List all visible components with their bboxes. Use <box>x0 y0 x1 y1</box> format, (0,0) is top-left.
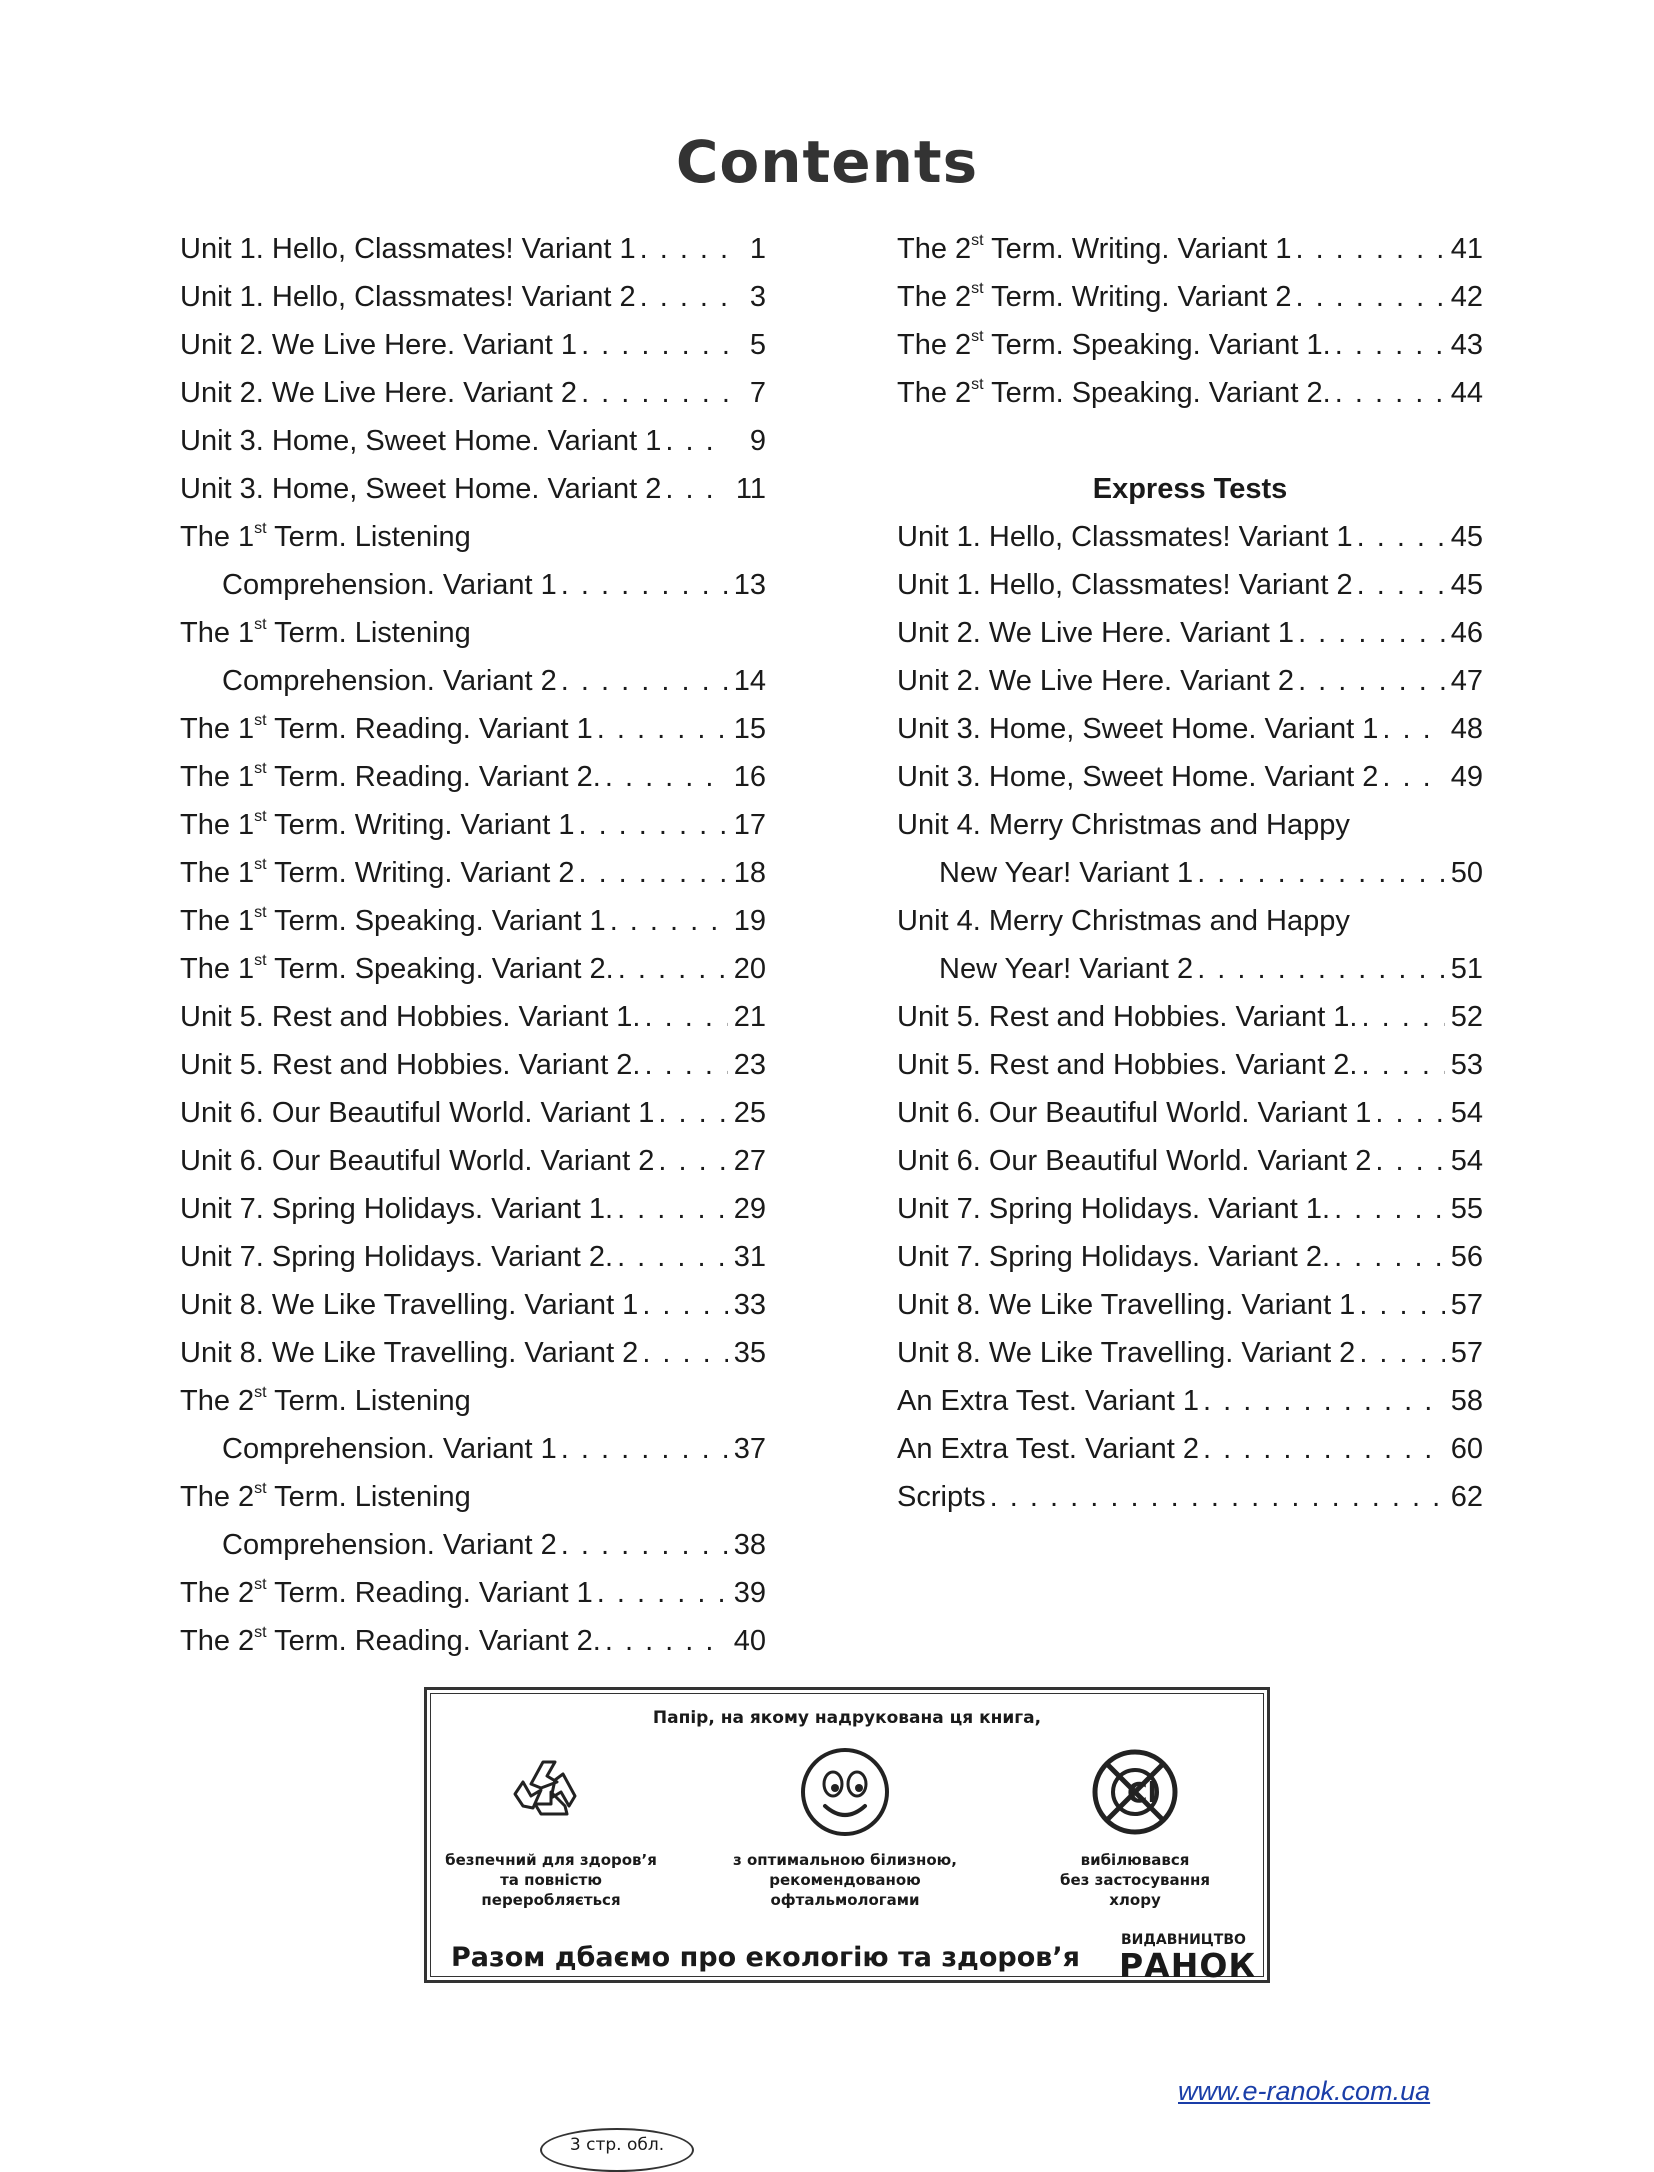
toc-entry-line <box>897 1329 1483 1377</box>
toc-entry[interactable] <box>180 1281 766 1329</box>
contents-right-column <box>897 225 1483 1521</box>
toc-entry-line <box>180 225 766 273</box>
toc-entry-line <box>180 513 766 561</box>
toc-entry-line <box>180 849 766 897</box>
toc-entry-title: Comprehension. Variant 2 <box>222 665 557 697</box>
toc-entry-title: Unit 2. We Live Here. Variant 1 <box>897 617 1295 649</box>
toc-entry-title: The 2st Term. Reading. Variant 1 <box>180 1576 593 1609</box>
toc-entry-line <box>180 1473 766 1521</box>
toc-page-number: 17 <box>733 809 766 841</box>
toc-entry-line <box>897 225 1483 273</box>
toc-entry[interactable] <box>897 993 1483 1041</box>
dot-leader <box>617 1185 728 1233</box>
toc-entry-line <box>180 1281 766 1329</box>
toc-entry[interactable] <box>897 1089 1483 1137</box>
dot-leader <box>645 1041 729 1089</box>
toc-entry[interactable] <box>180 1617 766 1665</box>
dot-leader <box>578 801 728 849</box>
toc-entry[interactable] <box>897 1473 1483 1521</box>
toc-entry[interactable] <box>897 753 1483 801</box>
toc-page-number: 13 <box>733 569 766 601</box>
toc-entry[interactable] <box>897 273 1483 321</box>
toc-entry-title: Unit 3. Home, Sweet Home. Variant 2 <box>180 473 662 505</box>
toc-entry-title: Unit 1. Hello, Classmates! Variant 2 <box>897 569 1353 601</box>
toc-entry[interactable] <box>897 609 1483 657</box>
toc-entry-title: Unit 7. Spring Holidays. Variant 2. <box>897 1241 1331 1273</box>
toc-entry-line <box>180 1425 766 1473</box>
dot-leader <box>1298 657 1445 705</box>
toc-entry-title: Unit 7. Spring Holidays. Variant 2. <box>180 1241 614 1273</box>
recycle-icon <box>501 1744 597 1840</box>
toc-entry-line <box>897 657 1483 705</box>
toc-page-number: 18 <box>733 857 766 889</box>
toc-entry-title: Unit 2. We Live Here. Variant 2 <box>180 377 578 409</box>
toc-entry-line <box>897 801 1483 849</box>
toc-entry[interactable] <box>180 1329 766 1377</box>
toc-entry-line <box>180 657 766 705</box>
toc-entry-title: The 1st Term. Writing. Variant 2 <box>180 856 575 889</box>
toc-entry[interactable] <box>897 897 1483 993</box>
toc-entry-title: Scripts <box>897 1481 986 1513</box>
toc-entry-title: The 1st Term. Reading. Variant 2. <box>180 760 601 793</box>
dot-leader <box>665 417 728 465</box>
toc-entry[interactable] <box>897 801 1483 897</box>
toc-page-number: 11 <box>735 473 766 505</box>
toc-page-number: 39 <box>733 1577 766 1609</box>
publisher-logo: РАНОК <box>1119 1946 1257 1985</box>
toc-page-number: 44 <box>1450 377 1483 409</box>
toc-entry-title: The 2st Term. Speaking. Variant 2. <box>897 376 1331 409</box>
toc-entry[interactable] <box>180 705 766 753</box>
toc-entry[interactable] <box>897 561 1483 609</box>
toc-entry-title: Unit 8. We Like Travelling. Variant 2 <box>180 1337 639 1369</box>
toc-entry-line <box>897 1425 1483 1473</box>
toc-entry-title: Unit 2. We Live Here. Variant 2 <box>897 665 1295 697</box>
toc-entry[interactable] <box>180 897 766 945</box>
toc-page-number: 27 <box>733 1145 766 1177</box>
toc-entry-title: Comprehension. Variant 2 <box>222 1529 557 1561</box>
toc-page-number: 15 <box>733 713 766 745</box>
toc-entry-title: Unit 1. Hello, Classmates! Variant 2 <box>180 281 636 313</box>
contents-left-column <box>180 225 766 1665</box>
dot-leader <box>1359 1281 1445 1329</box>
toc-entry-title: The 1st Term. Listening <box>180 520 471 553</box>
toc-entry[interactable] <box>180 753 766 801</box>
svg-text:Cl: Cl <box>1127 1776 1158 1809</box>
toc-page-number: 29 <box>733 1193 766 1225</box>
toc-page-number: 7 <box>749 377 766 409</box>
toc-entry-line <box>180 561 766 609</box>
toc-page-number: 49 <box>1450 761 1483 793</box>
dot-leader <box>561 561 728 609</box>
toc-entry-line <box>180 1521 766 1569</box>
toc-page-number: 20 <box>733 953 766 985</box>
toc-entry[interactable] <box>180 273 766 321</box>
toc-entry-line <box>180 993 766 1041</box>
toc-entry[interactable] <box>180 225 766 273</box>
toc-entry[interactable] <box>897 1329 1483 1377</box>
toc-entry-title: Unit 5. Rest and Hobbies. Variant 1. <box>897 1001 1358 1033</box>
publisher-label: ВИДАВНИЦТВО <box>1121 1932 1246 1948</box>
toc-entry-line <box>897 1185 1483 1233</box>
dot-leader <box>1295 225 1445 273</box>
toc-entry-line <box>180 801 766 849</box>
toc-entry-line <box>897 945 1483 993</box>
toc-entry-line <box>180 1617 766 1665</box>
toc-entry-title: Unit 1. Hello, Classmates! Variant 1 <box>180 233 636 265</box>
toc-entry-title: Unit 8. We Like Travelling. Variant 1 <box>180 1289 639 1321</box>
dot-leader <box>605 1617 728 1665</box>
toc-page-number: 3 <box>749 281 766 313</box>
toc-entry-line <box>180 465 766 513</box>
dot-leader <box>610 897 728 945</box>
toc-entry-title: The 1st Term. Writing. Variant 1 <box>180 808 575 841</box>
toc-entry-title: Unit 6. Our Beautiful World. Variant 2 <box>897 1145 1372 1177</box>
smiley-face-icon <box>797 1744 893 1840</box>
toc-page-number: 40 <box>733 1625 766 1657</box>
toc-entry-line <box>897 561 1483 609</box>
toc-entry-title: The 2st Term. Reading. Variant 2. <box>180 1624 601 1657</box>
express-tests-list <box>897 513 1483 1521</box>
toc-entry[interactable] <box>180 1473 766 1569</box>
toc-entry-line <box>180 417 766 465</box>
dot-leader <box>1362 1041 1446 1089</box>
toc-entry-line <box>897 1089 1483 1137</box>
toc-entry-title: The 2st Term. Listening <box>180 1384 471 1417</box>
eco-notice-box <box>424 1687 1270 1983</box>
toc-entry[interactable] <box>897 1137 1483 1185</box>
dot-leader <box>581 369 728 417</box>
toc-entry[interactable] <box>180 1041 766 1089</box>
toc-entry-line <box>897 1041 1483 1089</box>
toc-page-number: 53 <box>1450 1049 1483 1081</box>
toc-entry-line <box>897 897 1483 945</box>
dot-leader <box>1203 1425 1445 1473</box>
toc-entry[interactable] <box>897 1281 1483 1329</box>
dot-leader <box>1335 321 1445 369</box>
toc-page-number: 54 <box>1450 1097 1483 1129</box>
page-stamp: 3 стр. обл. <box>540 2128 694 2172</box>
dot-leader <box>1362 993 1446 1041</box>
dot-leader <box>1335 369 1445 417</box>
toc-entry[interactable] <box>180 1569 766 1617</box>
right-column-term-entries <box>897 225 1483 417</box>
toc-entry[interactable] <box>180 1089 766 1137</box>
toc-entry-line <box>180 705 766 753</box>
toc-page-number: 38 <box>733 1529 766 1561</box>
toc-entry-title: Unit 5. Rest and Hobbies. Variant 2. <box>180 1049 641 1081</box>
toc-entry[interactable] <box>180 321 766 369</box>
toc-page-number: 58 <box>1450 1385 1483 1417</box>
toc-entry[interactable] <box>897 1233 1483 1281</box>
toc-entry[interactable] <box>180 1233 766 1281</box>
toc-entry[interactable] <box>897 1377 1483 1425</box>
toc-entry-line <box>897 273 1483 321</box>
toc-entry-line <box>897 993 1483 1041</box>
toc-entry[interactable] <box>180 609 766 705</box>
eco-caption-no-chlorine: вибілювався без застосування хлору <box>1060 1851 1210 1909</box>
toc-page-number: 25 <box>733 1097 766 1129</box>
toc-entry-title: The 1st Term. Reading. Variant 1 <box>180 712 593 745</box>
toc-page-number: 62 <box>1450 1481 1483 1513</box>
toc-page-number: 48 <box>1450 713 1483 745</box>
dot-leader <box>1382 705 1445 753</box>
toc-page-number: 50 <box>1450 857 1483 889</box>
toc-page-number: 31 <box>733 1241 766 1273</box>
toc-entry-title: Unit 7. Spring Holidays. Variant 1. <box>180 1193 614 1225</box>
website-link[interactable]: www.e-ranok.com.ua <box>1178 2076 1431 2106</box>
toc-entry-line <box>180 273 766 321</box>
dot-leader <box>1203 1377 1445 1425</box>
toc-entry-title: Unit 4. Merry Christmas and Happy <box>897 809 1350 841</box>
toc-entry-line <box>897 321 1483 369</box>
toc-entry-line <box>180 1137 766 1185</box>
toc-entry-title: The 2st Term. Writing. Variant 2 <box>897 280 1292 313</box>
toc-page-number: 42 <box>1450 281 1483 313</box>
toc-entry[interactable] <box>897 657 1483 705</box>
toc-entry[interactable] <box>897 513 1483 561</box>
eco-caption-recycle: безпечний для здоров’я та повністю переробляється <box>445 1851 657 1909</box>
toc-entry-line <box>180 1569 766 1617</box>
toc-entry-line <box>897 1473 1483 1521</box>
toc-page-number: 60 <box>1450 1433 1483 1465</box>
dot-leader <box>1334 1185 1445 1233</box>
toc-page-number: 57 <box>1450 1337 1483 1369</box>
toc-page-number: 33 <box>733 1289 766 1321</box>
toc-entry-line <box>180 897 766 945</box>
eco-heading: Папір, на якому надрукована ця книга, <box>652 1708 1042 1728</box>
toc-page-number: 23 <box>733 1049 766 1081</box>
no-chlorine-icon <box>1087 1744 1183 1840</box>
toc-page-number: 14 <box>733 665 766 697</box>
toc-entry[interactable] <box>180 1377 766 1473</box>
express-tests-heading: Express Tests <box>1092 473 1288 505</box>
dot-leader <box>1357 513 1445 561</box>
toc-page-number: 43 <box>1450 329 1483 361</box>
toc-entry-title: The 1st Term. Speaking. Variant 2. <box>180 952 614 985</box>
dot-leader <box>1357 561 1445 609</box>
toc-entry-title: The 2st Term. Speaking. Variant 1. <box>897 328 1331 361</box>
toc-page-number: 46 <box>1450 617 1483 649</box>
toc-page-number: 16 <box>733 761 766 793</box>
toc-entry-line <box>897 1137 1483 1185</box>
toc-entry-line <box>897 1233 1483 1281</box>
dot-leader <box>597 1569 728 1617</box>
toc-page-number: 21 <box>733 1001 766 1033</box>
dot-leader <box>618 945 728 993</box>
toc-entry-line <box>897 1281 1483 1329</box>
dot-leader <box>640 225 728 273</box>
toc-entry[interactable] <box>897 1425 1483 1473</box>
toc-entry[interactable] <box>180 801 766 849</box>
toc-entry-title: New Year! Variant 2 <box>939 953 1194 985</box>
dot-leader <box>581 321 728 369</box>
dot-leader <box>658 1137 728 1185</box>
dot-leader <box>658 1089 728 1137</box>
dot-leader <box>990 1473 1445 1521</box>
dot-leader <box>617 1233 728 1281</box>
toc-page-number: 56 <box>1450 1241 1483 1273</box>
toc-entry-title: New Year! Variant 1 <box>939 857 1194 889</box>
toc-entry-title: An Extra Test. Variant 1 <box>897 1385 1199 1417</box>
dot-leader <box>640 273 728 321</box>
toc-entry-title: Unit 6. Our Beautiful World. Variant 2 <box>180 1145 655 1177</box>
toc-entry-line <box>180 369 766 417</box>
toc-entry-line <box>897 705 1483 753</box>
toc-page-number: 47 <box>1450 665 1483 697</box>
toc-entry-line <box>180 1233 766 1281</box>
toc-entry[interactable] <box>897 225 1483 273</box>
toc-entry-line <box>180 1089 766 1137</box>
toc-entry-title: Unit 8. We Like Travelling. Variant 1 <box>897 1289 1356 1321</box>
dot-leader <box>1375 1137 1445 1185</box>
toc-entry-title: Unit 8. We Like Travelling. Variant 2 <box>897 1337 1356 1369</box>
dot-leader <box>642 1281 728 1329</box>
toc-entry[interactable] <box>180 1137 766 1185</box>
toc-entry-line <box>897 513 1483 561</box>
toc-entry-title: Unit 1. Hello, Classmates! Variant 1 <box>897 521 1353 553</box>
toc-entry-line <box>180 945 766 993</box>
toc-entry[interactable] <box>897 705 1483 753</box>
toc-entry-line <box>897 849 1483 897</box>
toc-page-number: 19 <box>733 905 766 937</box>
toc-entry[interactable] <box>180 417 766 465</box>
dot-leader <box>665 465 728 513</box>
toc-entry[interactable] <box>180 465 766 513</box>
toc-page-number: 52 <box>1450 1001 1483 1033</box>
toc-entry[interactable] <box>180 513 766 609</box>
dot-leader <box>642 1329 728 1377</box>
page-title: Contents <box>675 128 979 196</box>
toc-page-number: 51 <box>1450 953 1483 985</box>
toc-entry-title: Unit 5. Rest and Hobbies. Variant 1. <box>180 1001 641 1033</box>
toc-entry[interactable] <box>897 321 1483 369</box>
toc-entry-line <box>180 1377 766 1425</box>
toc-page-number: 5 <box>749 329 766 361</box>
toc-entry-line <box>897 753 1483 801</box>
toc-entry[interactable] <box>897 369 1483 417</box>
toc-entry-line <box>897 1377 1483 1425</box>
toc-entry[interactable] <box>180 993 766 1041</box>
toc-entry-title: Unit 4. Merry Christmas and Happy <box>897 905 1350 937</box>
toc-entry-title: Unit 6. Our Beautiful World. Variant 1 <box>897 1097 1372 1129</box>
toc-entry[interactable] <box>180 369 766 417</box>
eco-slogan: Разом дбаємо про екологію та здоров’я <box>451 1942 1080 1973</box>
toc-entry-line <box>180 1329 766 1377</box>
toc-entry-line <box>180 1185 766 1233</box>
toc-page-number: 41 <box>1450 233 1483 265</box>
toc-entry[interactable] <box>180 1185 766 1233</box>
toc-entry-line <box>180 321 766 369</box>
dot-leader <box>605 753 728 801</box>
toc-entry-title: Unit 3. Home, Sweet Home. Variant 1 <box>180 425 662 457</box>
dot-leader <box>561 1521 728 1569</box>
dot-leader <box>1359 1329 1445 1377</box>
toc-entry-line <box>897 609 1483 657</box>
dot-leader <box>1295 273 1445 321</box>
toc-entry-line <box>180 609 766 657</box>
toc-page-number: 54 <box>1450 1145 1483 1177</box>
dot-leader <box>561 657 728 705</box>
toc-entry-title: The 1st Term. Speaking. Variant 1 <box>180 904 606 937</box>
toc-entry-line <box>897 369 1483 417</box>
dot-leader <box>1197 849 1445 897</box>
toc-entry-title: Unit 3. Home, Sweet Home. Variant 1 <box>897 713 1379 745</box>
toc-entry[interactable] <box>897 1185 1483 1233</box>
dot-leader <box>1197 945 1445 993</box>
dot-leader <box>561 1425 728 1473</box>
toc-page-number: 37 <box>733 1433 766 1465</box>
toc-entry-title: Unit 2. We Live Here. Variant 1 <box>180 329 578 361</box>
toc-entry-title: The 2st Term. Writing. Variant 1 <box>897 232 1292 265</box>
toc-page-number: 57 <box>1450 1289 1483 1321</box>
dot-leader <box>1334 1233 1445 1281</box>
toc-entry-title: An Extra Test. Variant 2 <box>897 1433 1199 1465</box>
dot-leader <box>1375 1089 1445 1137</box>
toc-entry-title: Unit 7. Spring Holidays. Variant 1. <box>897 1193 1331 1225</box>
toc-entry-title: Unit 6. Our Beautiful World. Variant 1 <box>180 1097 655 1129</box>
dot-leader <box>645 993 729 1041</box>
dot-leader <box>578 849 728 897</box>
toc-page-number: 45 <box>1450 569 1483 601</box>
dot-leader <box>597 705 728 753</box>
toc-entry-title: Unit 5. Rest and Hobbies. Variant 2. <box>897 1049 1358 1081</box>
eco-caption-whiteness: з оптимальною білизною, рекомендованою офтальмологами <box>733 1851 957 1909</box>
toc-entry-line <box>180 753 766 801</box>
toc-entry[interactable] <box>180 849 766 897</box>
toc-entry-title: Comprehension. Variant 1 <box>222 1433 557 1465</box>
dot-leader <box>1298 609 1445 657</box>
toc-page-number: 45 <box>1450 521 1483 553</box>
toc-page-number: 1 <box>749 233 766 265</box>
toc-page-number: 55 <box>1450 1193 1483 1225</box>
dot-leader <box>1382 753 1445 801</box>
toc-entry-title: Comprehension. Variant 1 <box>222 569 557 601</box>
toc-entry-title: The 2st Term. Listening <box>180 1480 471 1513</box>
toc-entry-title: Unit 3. Home, Sweet Home. Variant 2 <box>897 761 1379 793</box>
toc-entry-title: The 1st Term. Listening <box>180 616 471 649</box>
toc-entry[interactable] <box>897 1041 1483 1089</box>
toc-entry-line <box>180 1041 766 1089</box>
toc-page-number: 9 <box>749 425 766 457</box>
toc-entry[interactable] <box>180 945 766 993</box>
toc-page-number: 35 <box>733 1337 766 1369</box>
